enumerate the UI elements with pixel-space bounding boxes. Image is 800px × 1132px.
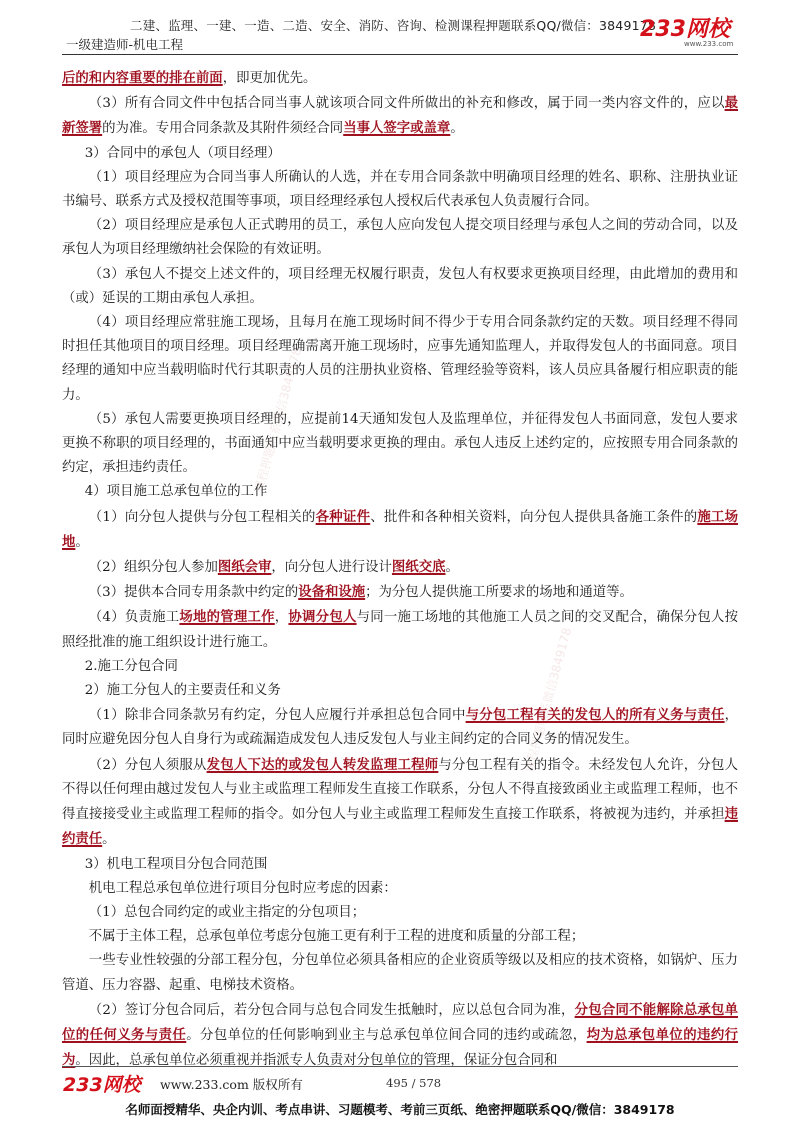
paragraph: 机电工程总承包单位进行项目分包时应考虑的因素： (88, 880, 397, 896)
watermark: 课程押题联系微信3849178 (521, 626, 575, 775)
key-point: 后的和内容重要的排在前面 (62, 70, 223, 86)
footer-logo (62, 1070, 154, 1096)
key-point: 施工场地 (62, 508, 739, 550)
key-point: 图纸会审 (217, 559, 272, 576)
footer-copyright: www.233.com 版权所有 (160, 1077, 303, 1092)
key-point: 协调分包人 (288, 609, 357, 626)
logo-text: 233网校 (640, 17, 730, 42)
paragraph: （4）负责施工场地的管理工作，协调分包人与同一施工场地的其他施工人员之间的交叉配合，确保分包人按照经批准的施工组织设计进行施工。 (62, 609, 739, 650)
page-number: 495 / 578 (386, 1076, 442, 1090)
paragraph: 一些专业性较强的分部工程分包，分包单位必须具备相应的企业资质等级以及相应的技术资格，如锅炉、压力管道、压力容器、起重、电梯技术资格。 (62, 953, 738, 993)
section-heading: 2.施工分包合同 (84, 658, 178, 674)
header-divider (62, 54, 738, 55)
paragraph: （3）提供本合同专用条款中约定的设备和设施；为分包人提供施工所要求的场地和通道等。 (88, 584, 633, 601)
logo-subtext: www.233.com (684, 40, 734, 48)
brand-logo (638, 8, 738, 48)
paragraph: （5）承包人需要更换项目经理的，应提前14天通知发包人及监理单位，并征得发包人书面同意，发包人要求更换不称职的项目经理的，书面通知中应当载明要求更换的理由。承包人违反上述约定的，应按照专用合同条款的约定，承担违约责任。 (62, 411, 738, 476)
book-title: 一级建造师-机电工程 (66, 37, 184, 52)
paragraph: （4）项目经理应常驻施工现场，且每月在施工现场时间不得少于专用合同条款约定的天数。项目经理不得同时担任其他项目的项目经理。项目经理确需离开施工现场时，应事先通知监理人，并取得发包人的书面同意。项目经理的通知中应当载明临时代行其职责的人员的注册执业资格、管理经验等资料，该人员应具备履行相应职责的能力。 (62, 315, 738, 403)
key-point: 发包人下达的或发包人转发监理工程师 (206, 756, 439, 773)
key-point: 分包合同不能解除总承包单位的任何义务与责任 (62, 1001, 738, 1043)
key-point: 与分包工程有关的发包人的所有义务与责任 (465, 707, 725, 724)
section-heading: 3）机电工程项目分包合同范围 (84, 856, 268, 872)
section-heading: 4）项目施工总承包单位的工作 (84, 484, 268, 500)
document-body (62, 66, 738, 1073)
paragraph: （2）项目经理应是承包人正式聘用的员工，承包人应向发包人提交项目经理与承包人之间的劳动合同，以及承包人为项目经理缴纳社会保险的有效证明。 (62, 218, 738, 258)
key-point: 当事人签字或盖章 (343, 120, 451, 137)
key-point: 最新签署 (62, 95, 738, 137)
paragraph: （3）所有合同文件中包括合同当事人就该项合同文件所做出的补充和修改，属于同一类内容文件的，应以最新签署的为准。专用合同条款及其附件须经合同当事人签字或盖章。 (62, 95, 738, 137)
key-point: 均为总承包单位的违约行为 (62, 1026, 739, 1069)
paragraph: （2）组织分包人参加图纸会审，向分包人进行设计图纸交底。 (88, 559, 459, 576)
section-heading: 3）合同中的承包人（项目经理） (84, 145, 281, 161)
paragraph: （2）分包人须服从发包人下达的或发包人转发监理工程师与分包工程有关的指令。未经发包人允许，分包人不得以任何理由越过发包人与业主或监理工程师发生直接工作联系，分包人不得直接致函业主或监理工程师，也不得直接接受业主或监理工程师的指令。如分包人与业主或监理工程师发生直接工作联系，将被视为违约，并承担违约责任。 (62, 756, 738, 848)
key-point: 违约责任 (62, 806, 738, 848)
paragraph: 不属于主体工程，总承包单位考虑分包施工更有利于工程的进度和质量的分部工程； (88, 929, 585, 945)
paragraph: 后的和内容重要的排在前面，即更加优先。 (62, 70, 317, 86)
key-point: 图纸交底 (391, 559, 446, 576)
key-point: 各种证件 (315, 508, 371, 525)
key-point: 场地的管理工作 (179, 609, 275, 626)
section-heading: 2）施工分包人的主要责任和义务 (84, 683, 281, 699)
key-point: 设备和设施 (298, 584, 366, 601)
footer-divider (62, 1066, 738, 1067)
paragraph: （1）总包合同约定的或业主指定的分包项目； (88, 904, 366, 920)
paragraph: （1）项目经理应为合同当事人所确认的人选，并在专用合同条款中明确项目经理的姓名、职称、注册执业证书编号、联系方式及授权范围等事项，项目经理经承包人授权后代表承包人负责履行合同。 (62, 169, 738, 210)
paragraph: （1）向分包人提供与分包工程相关的各种证件、批件和各种相关资料，向分包人提供具备施工条件的施工场地。 (62, 508, 739, 550)
watermark: 课程押题联系微信3849178 (251, 346, 305, 495)
footer-logo-text: 233网校 (63, 1074, 141, 1096)
page-header (0, 0, 800, 60)
paragraph: （1）除非合同条款另有约定，分包人应履行并承担总包合同中与分包工程有关的发包人的所有义务与责任，同时应避免因分包人自身行为或疏漏造成发包人违反发包人与业主间约定的合同义务的情况发生。 (62, 707, 738, 748)
paragraph: （2）签订分包合同后，若分包合同与总包合同发生抵触时，应以总包合同为准，分包合同不能解除总承包单位的任何义务与责任。分包单位的任何影响到业主与总承包单位间合同的违约或疏忽，均为总承包单位的违约行为。因此，总承包单位必须重视并指派专人负责对分包单位的管理，保证分包合同和 (62, 1001, 739, 1069)
paragraph: （3）承包人不提交上述文件的，项目经理无权履行职责，发包人有权要求更换项目经理，由此增加的费用和（或）延误的工期由承包人承担。 (62, 266, 738, 306)
footer-promo-text: 名师面授精华、央企内训、考点串讲、习题模考、考前三页纸、绝密押题联系QQ/微信：3849178 (125, 1102, 675, 1117)
header-promo-text: 二建、监理、一建、一造、二造、安全、消防、咨询、检测课程押题联系QQ/微信：3849178 (130, 18, 657, 33)
